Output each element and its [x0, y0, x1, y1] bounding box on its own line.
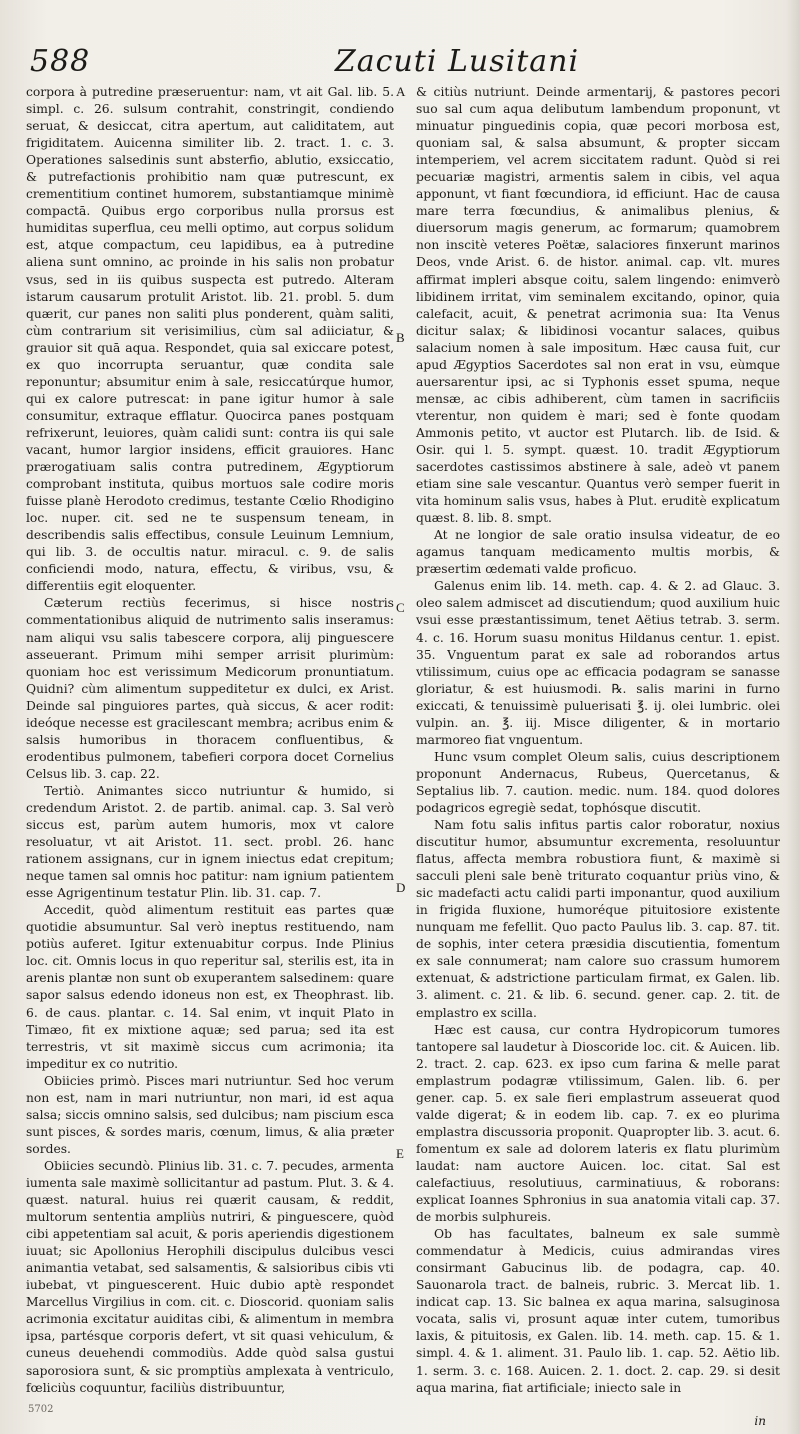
paragraph: At ne longior de sale oratio insulsa videatur, de eo agamus tanquam medicamento multis morbis, & præsertim œdemati valde proficuo. [416, 528, 780, 577]
paragraph: & citiùs nutriunt. Deinde armentarij, & pastores pecori suo sal cum aqua delibutum lambendum proponunt, vt minuatur pinguedinis copia, quæ pecori morbosa est, quoniam sal, & salsa absumunt, & propter siccam intemperiem, vel acrem siccitatem radunt. Quòd si rei pecuariæ magistri, armentis salem in cibis, vel aqua apponunt, vt fiant fœcundiora, id efficiunt. Hac de causa mare terra fœcundius, & animalibus plenius, & diuersorum magis generum, ac formarum; quamobrem non inscitè veteres Poëtæ, salaciores finxerunt marinos Deos, vnde Arist. 6. de histor. animal. cap. vlt. mures affirmat impleri absque coitu, salem lingendo: enimverò libidinem irritat, vim seminalem excitando, opinor, quia calefacit, acuit, & penetrat acrimonia sua: Ita Venus dicitur salax; & libidinosi vocantur salaces, quibus salacium nomen à sale impositum. Hæc causa fuit, cur apud Ægyptios Sacerdotes sal non erat in vsu, eùmque auersarentur ipsi, ac si Typhonis esset spuma, neque mensæ, ac cibis adhiberent, cùm tamen in sacrificiis vterentur, non quidem è mari; sed è fonte quodam Ammonis petito, vt auctor est Plutarch. lib. de Isid. & Osir. qui l. 5. sympt. quæst. 10. tradit Ægyptiorum sacerdotes castissimos abstinere à sale, adeò vt panem etiam sine sale vescantur. Quantus verò semper fuerit in vita hominum salis vsus, habes à Plut. eruditè explicatum quæst. 8. lib. 8. smpt. [416, 85, 780, 526]
paragraph: Tertiò. Animantes sicco nutriuntur & humido, si credendum Aristot. 2. de partib. animal. cap. 3. Sal verò siccus est, parùm autem humoris, mox vt calore resoluatur, vt ait Aristot. 11. sect. probl. 26. hanc rationem assignans, cur in ignem iniectus edat crepitum; neque tamen sal omnis hoc patitur: nam ignium patientem esse Agrigentinum testatur Plin. lib. 31. cap. 7. [26, 783, 394, 901]
paragraph: Obiicies secundò. Plinius lib. 31. c. 7. pecudes, armenta iumenta sale maximè sollicitantur ad pastum. Plut. 3. & 4. quæst. natural. huius rei quærit causam, & reddit, multorum sententia ampliùs nutriri, & pinguescere, quòd cibi appetentiam sal acuit, & poris aperiendis digestionem iuuat; sic Apollonius Herophili discipulus dulcibus vesci animantia vetabat, sed salsamentis, & salsioribus cibis vti iubebat, vt pinguescerent. Huic dubio aptè respondet Marcellus Virgilius in com. cit. c. Dioscorid. quoniam salis acrimonia excitatur auiditas cibi, & alimentum in membra ipsa, partésque corporis defert, vt sit quasi vehiculum, & cuneus deuehendi commodiùs. Adde quòd salsa gustui saporosiora sunt, & sic promptiùs amplexata à ventriculo, fœliciùs coquuntur, faciliùs distribuuntur, [26, 1158, 394, 1395]
paragraph: Nam fotu salis infitus partis calor roboratur, noxius discutitur humor, absumuntur excrementa, resoluuntur flatus, affecta membra robustiora fiunt, & maximè si sacculi pleni sale benè triturato coquantur priùs vino, & sic madefacti actu calidi parti imponantur, quod auxilium in frigida fluxione, humoréque pituitosiore existente nunquam me fefellit. Quo pacto Paulus lib. 3. cap. 87. tit. de sophis, inter cetera præsidia discutientia, fomentum ex sale connumerat; nam calore suo crassum humorem extenuat, & adstrictione particulam firmat, ex Galen. lib. 3. aliment. c. 21. & lib. 6. secund. gener. cap. 2. tit. de emplastro ex scilla. [416, 818, 780, 1020]
margin-letter: D [396, 880, 406, 895]
margin-letter: E [396, 1146, 404, 1161]
page-edge-shadow [786, 0, 800, 1434]
paragraph: Accedit, quòd alimentum restituit eas partes quæ quotidie absumuntur. Sal verò ineptus restituendo, nam potiùs auferet. Igitur extenuabitur corpus. Inde Plinius loc. cit. Omnis locus in quo reperitur sal, sterilis est, ita in arenis plantæ non sunt ob exuperantem salsedinem: quare sapor salsus edendo idoneus non est, ex Theophrast. lib. 6. de caus. plantar. c. 14. Sal enim, vt inquit Plato in Timæo, fit ex mixtione aquæ; sed parua; sed ita est terrestris, vt sit maximè siccus cum acrimonia; ita impeditur ex co nutritio. [26, 903, 394, 1071]
printer-signature: 5702 [28, 1404, 54, 1415]
paragraph: Hunc vsum complet Oleum salis, cuius descriptionem proponunt Andernacus, Rubeus, Quercetanus, & Septalius lib. 7. caution. medic. num. 184. quod dolores podagricos egregiè sedat, tophósque discutit. [416, 749, 780, 815]
paragraph: corpora à putredine præseruentur: nam, vt ait Gal. lib. 5. simpl. c. 26. sulsum contrahit, constringit, condiendo seruat, & desiccat, citra apertum, aut caliditatem, aut frigiditatem. Auicenna similiter lib. 2. tract. 1. c. 3. Operationes salsedinis sunt absterfio, ablutio, exsiccatio, & putrefactionis prohibitio nam quæ putrescunt, ex crementitium continet humorem, substantiamque minimè compactā. Quibus ergo corporibus nulla prorsus est humiditas superflua, ceu melli optimo, aut corpus solidum est, atque compactum, ceu lapidibus, ea à putredine aliena sunt omnino, ac proinde in his salis non probatur vsus, sed in iis quibus suspecta est putredo. Alteram istarum causarum protulit Aristot. lib. 21. probl. 5. dum quærit, cur panes non saliti plus ponderent, quàm saliti, cùm contrarium sit verisimilius, cùm sal adiiciatur, & grauior sit quā aqua. Respondet, quia sal exiccare potest, ex quo incorrupta seruantur, quæ condita sale reponuntur; absumitur enim à sale, resiccatúrque humor, qui ex calore putrescat: in pane igitur humor à sale consumitur, extraque efflatur. Quocirca panes postquam refrixerunt, leuiores, quàm calidi sunt: contra iis qui sale vacant, humor largior insidens, efficit grauiores. Hanc prærogatiuam salis contra putredinem, Ægyptiorum comprobant instituta, quibus mortuos sale codire moris fuisse planè Herodoto credimus, testante Cœlio Rhodigino loc. nuper. cit. sed ne te suspensum teneam, in describendis salis effectibus, consule Leuinum Lemnium, qui lib. 3. de occultis natur. miracul. c. 9. de salis conficiendi modo, natura, effectu, & viribus, vsu, & differentiis egit eloquenter. [26, 85, 394, 594]
paragraph: Obiicies primò. Pisces mari nutriuntur. Sed hoc verum non est, nam in mari nutriuntur, non mari, id est aqua salsa; siccis omnino salsis, sed dulcibus; nam piscium esca sunt pisces, & sordes maris, cœnum, limus, & alia præter sordes. [26, 1073, 394, 1156]
running-title: Zacuti Lusitani [334, 44, 580, 79]
paragraph: Galenus enim lib. 14. meth. cap. 4. & 2. ad Glauc. 3. oleo salem admiscet ad discutiendum; quod auxilium huic vsui esse præstantissimum, tenet Aëtius tetrab. 3. serm. 4. c. 16. Horum suasu monitus Hildanus centur. 1. epist. 35. Vnguentum parat ex sale ad roborandos artus vtilissimum, cuius ope ac efficacia podagram se sanasse gloriatur, & est huiusmodi. ℞. salis marini in furno exiccati, & tenuissimè puluerisati ℥. ij. olei lumbric. olei vulpin. an. ℥. iij. Misce diligenter, & in mortario marmoreo fiat vnguentum. [416, 579, 780, 747]
catchword: in [754, 1414, 766, 1428]
page-number: 588 [30, 44, 91, 79]
paragraph: Ob has facultates, balneum ex sale summè commendatur à Medicis, cuius admirandas vires consirmant Gabucinus lib. de podagra, cap. 40. Sauonarola tract. de balneis, rubric. 3. Mercat lib. 1. indicat cap. 13. Sic balnea ex aqua marina, salsuginosa vocata, salis vi, prosunt aquæ inter cutem, tumoribus laxis, & pituitosis, ex Galen. lib. 14. meth. cap. 15. & 1. simpl. 4. & 1. aliment. 31. Paulo lib. 1. cap. 52. Aëtio lib. 1. serm. 3. c. 168. Auicen. 2. 1. doct. 2. cap. 29. si desit aqua marina, fiat artificiale; iniecto sale in [416, 1227, 780, 1395]
paragraph: Cæterum rectiùs fecerimus, si hisce nostris commentationibus aliquid de nutrimento salis inseramus: nam aliqui vsu salis tabescere corpora, alij pinguescere asseuerant. Primum mihi semper arrisit plurimùm: quoniam hoc est verissimum Medicorum pronuntiatum. Quidni? cùm alimentum suppeditetur ex dulci, ex Arist. Deinde sal pinguiores partes, quà siccus, & acer rodit: ideóque necesse est gracilescant membra; acribus enim & salsis humoribus in thoracem confluentibus, & erodentibus pulmonem, tabefieri corpora docet Cornelius Celsus lib. 3. cap. 22. [26, 596, 394, 781]
right-column [416, 84, 780, 1397]
margin-letter: B [396, 330, 405, 345]
page-header [22, 40, 772, 80]
paragraph: Hæc est causa, cur contra Hydropicorum tumores tantopere sal laudetur à Dioscoride loc. cit. & Auicen. lib. 2. tract. 2. cap. 623. ex ipso cum farina & melle parat emplastrum podagræ vtilissimum, Galen. lib. 6. per gener. cap. 5. ex sale fieri emplastrum asseuerat quod valde digerat; & in eodem lib. cap. 7. ex eo plurima emplastra discussoria proponit. Quapropter lib. 3. acut. 6. fomentum ex sale ad dolorem lateris ex flatu plurimùm laudat: nam auctore Auicen. loc. citat. Sal est calefactiuus, resolutiuus, carminatiuus, & roborans: explicat Ioannes Sphronius in sua anatomia vitali cap. 37. de morbis sulphureis. [416, 1022, 780, 1225]
margin-letter: C [396, 600, 405, 615]
margin-letter: A [396, 84, 406, 99]
left-column [26, 84, 394, 1397]
